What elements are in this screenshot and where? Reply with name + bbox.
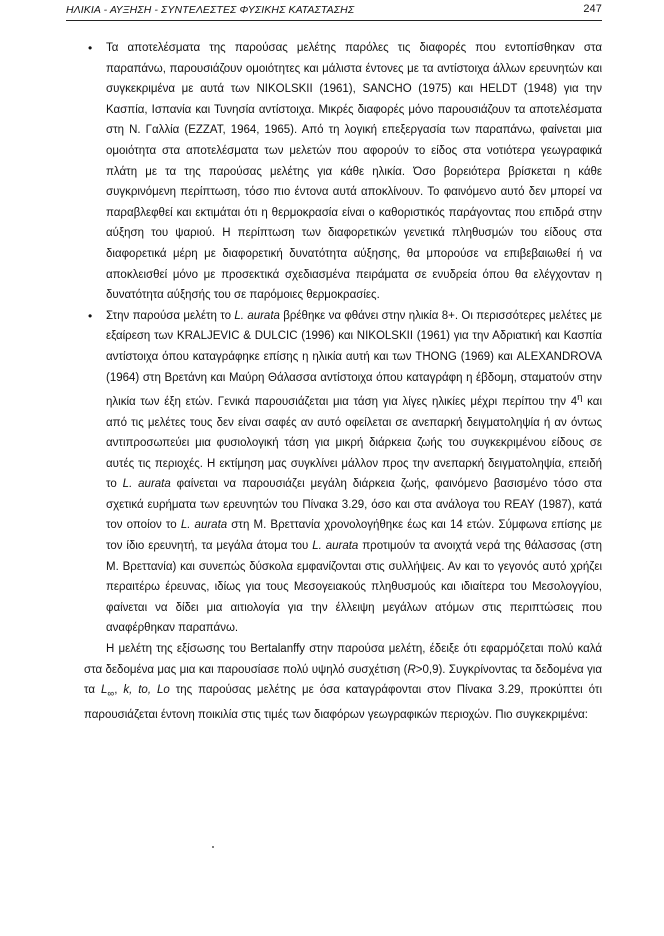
- parameter-symbols: k, to, Lo: [123, 684, 170, 697]
- text-run: της παρούσας μελέτης με όσα καταγράφονται στον Πίνακα 3.29, προκύπτει ότι παρουσιάζεται έντονη ποικιλία στις τιμές των διαφόρων γεωγραφικών περιοχών. Πιο συγκεκριμένα:: [84, 684, 602, 722]
- text-run: βρέθηκε να φθάνει στην ηλικία 8+. Οι περισσότερες μελέτες με εξαίρεση των KRALJEVIC & DULCIC (1996) και NIKOLSKII (1961) για την Αδριατική και Κασπία αντίστοιχα όπου καταγράφηκε επίσης η ηλικία αυτή και των THONG (1969) και ALEXANDROVA (1964) στη Βρετάνη και Μαύρη Θάλασσα αντίστοιχα όπου καταγράφη η έβδομη, σταματούν στην ηλικία των έξη ετών. Γενικά παρουσιάζεται μια τάση για λίγες ηλικίες μέχρι περίπου την 4: [106, 309, 602, 408]
- ordinal-superscript: η: [577, 392, 583, 404]
- running-header: [66, 0, 602, 21]
- bullet-paragraph-2: [84, 306, 602, 639]
- species-name: L. aurata: [122, 478, 171, 491]
- text-run: φαίνεται να παρουσιάζει μεγάλη διάρκεια ζωής, φαινόμενο βασισμένο τόσο στα σχετικά ευρήματα των ερευνητών του Πίνακα 3.29, όσο και στα ανάλογα του REAY (1987), κατά τον οποίον το: [106, 478, 602, 532]
- species-name: L. aurata: [312, 540, 359, 553]
- page-number: 247: [583, 3, 602, 15]
- species-name: L. aurata: [234, 309, 280, 322]
- bullet-1-text: Τα αποτελέσματα της παρούσας μελέτης παρόλες τις διαφορές που εντοπίσθηκαν στα παραπάνω, παρουσιάζουν ομοιότητες και μάλιστα έντονες με τα αντίστοιχα άλλων ερευνητών και συγκεκριμένα με αυτά των NIKOLSKII (1961), SANCHO (1975) και HELDT (1948) για την Κασπία, Ισπανία και Τυνησία αντίστοιχα. Μικρές διαφορές μόνο παρουσιάζουν τα αποτελέσματα στη Ν. Γαλλία (EZZAT, 1964, 1965). Από τη λογική επεξεργασία των παραπάνω, φαίνεται μια ομοιότητα στα αποτελέσματα των μελετών που αφορούν το είδος στα νοτιότερα γεωγραφικά πλάτη με τα της παρούσας μελέτης για κάθε ηλικία. Όσο βορειότερα βρίσκεται η κάθε συγκρινόμενη περίπτωση, τόσο πιο έντονα αυτά αποκλίνουν. Το φαινόμενο αυτό δεν μπορεί να παραβλεφθεί και εκτιμάται ότι η θερμοκρασία είναι ο καθοριστικός παράγοντας που επιδρά στην αύξηση του ψαριού. Η περίπτωση των διαφορετικών γενετικά πληθυσμών του είδους στα διαφορετικά μέρη με διαφορετική δυνατότητα αύξησης, θα μπορούσε να επιβεβαιωθεί ή να αποκλεισθεί μόνο με προσεκτικά σχεδιασμένα πειράματα σε ενυδρεία όπου θα ελέγχονταν η δυνατότητα αύξησής του σε παρόμοιες θερμοκρασίες.: [106, 42, 602, 302]
- text-run: προτιμούν τα ανοιχτά νερά της θάλασσας (στη Μ. Βρεττανία) και συνεπώς δύσκολα εμφανίζονται στις συλλήψεις. Αν και το γεγονός αυτό χρήζει περαιτέρω έρευνας, ιδίως για τους Μεσογειακούς πληθυσμούς και ιδιαίτερα του Μεσολογγίου, φαίνεται να δίδει μια αιτιολογία για την έλλειψη μεγάλων ατόμων στις περιπτώσεις που αναφέρθηκαν παραπάνω.: [106, 540, 602, 635]
- bullet-paragraph-1: [84, 38, 602, 306]
- bullet-icon: •: [88, 41, 93, 55]
- symbol-l: L: [100, 684, 108, 697]
- page-body: [84, 38, 602, 726]
- text-run: Η μελέτη της εξίσωσης του Bertalanffy στην παρούσα μελέτη, έδειξε ότι εφαρμόζεται πολύ καλά στα δεδομένα μας μια και παρουσίασε πολύ υψηλό συσχέτιση (: [84, 643, 602, 676]
- text-run: Στην παρούσα μελέτη το: [106, 309, 235, 322]
- text-run: ,: [114, 684, 124, 697]
- symbol-r: R: [407, 663, 416, 676]
- text-run: στη Μ. Βρεττανία χρονολογήθηκε έως και 14 ετών. Σύμφωνα επίσης με τον ίδιο ερευνητή, τα μεγάλα άτομα του: [106, 519, 602, 553]
- bullet-icon: •: [88, 308, 93, 323]
- scan-speck: [212, 846, 214, 848]
- infinity-subscript: ∞: [107, 688, 115, 700]
- text-run: >0,9). Συγκρίνοντας τα δεδομένα για τα: [84, 663, 602, 697]
- body-paragraph: [84, 639, 602, 726]
- species-name: L. aurata: [180, 519, 228, 532]
- text-run: και από τις μελέτες τους δεν είναι σαφές αν αυτό οφείλεται σε ανεπαρκή δειγματοληψία ή αν όντως αντιπροσωπεύει μια φυσιολογική τάση για μικρή διάρκεια ζωής του συγκεκριμένου είδους σε αυτές τις περιοχές. Η εκτίμηση μας συγκλίνει μάλλον προς την ανεπαρκή δειγματοληψία, επειδή το: [106, 395, 602, 491]
- header-title: ΗΛΙΚΙΑ - ΑΥΞΗΣΗ - ΣΥΝΤΕΛΕΣΤΕΣ ΦΥΣΙΚΗΣ ΚΑΤΑΣΤΑΣΗΣ: [66, 4, 355, 16]
